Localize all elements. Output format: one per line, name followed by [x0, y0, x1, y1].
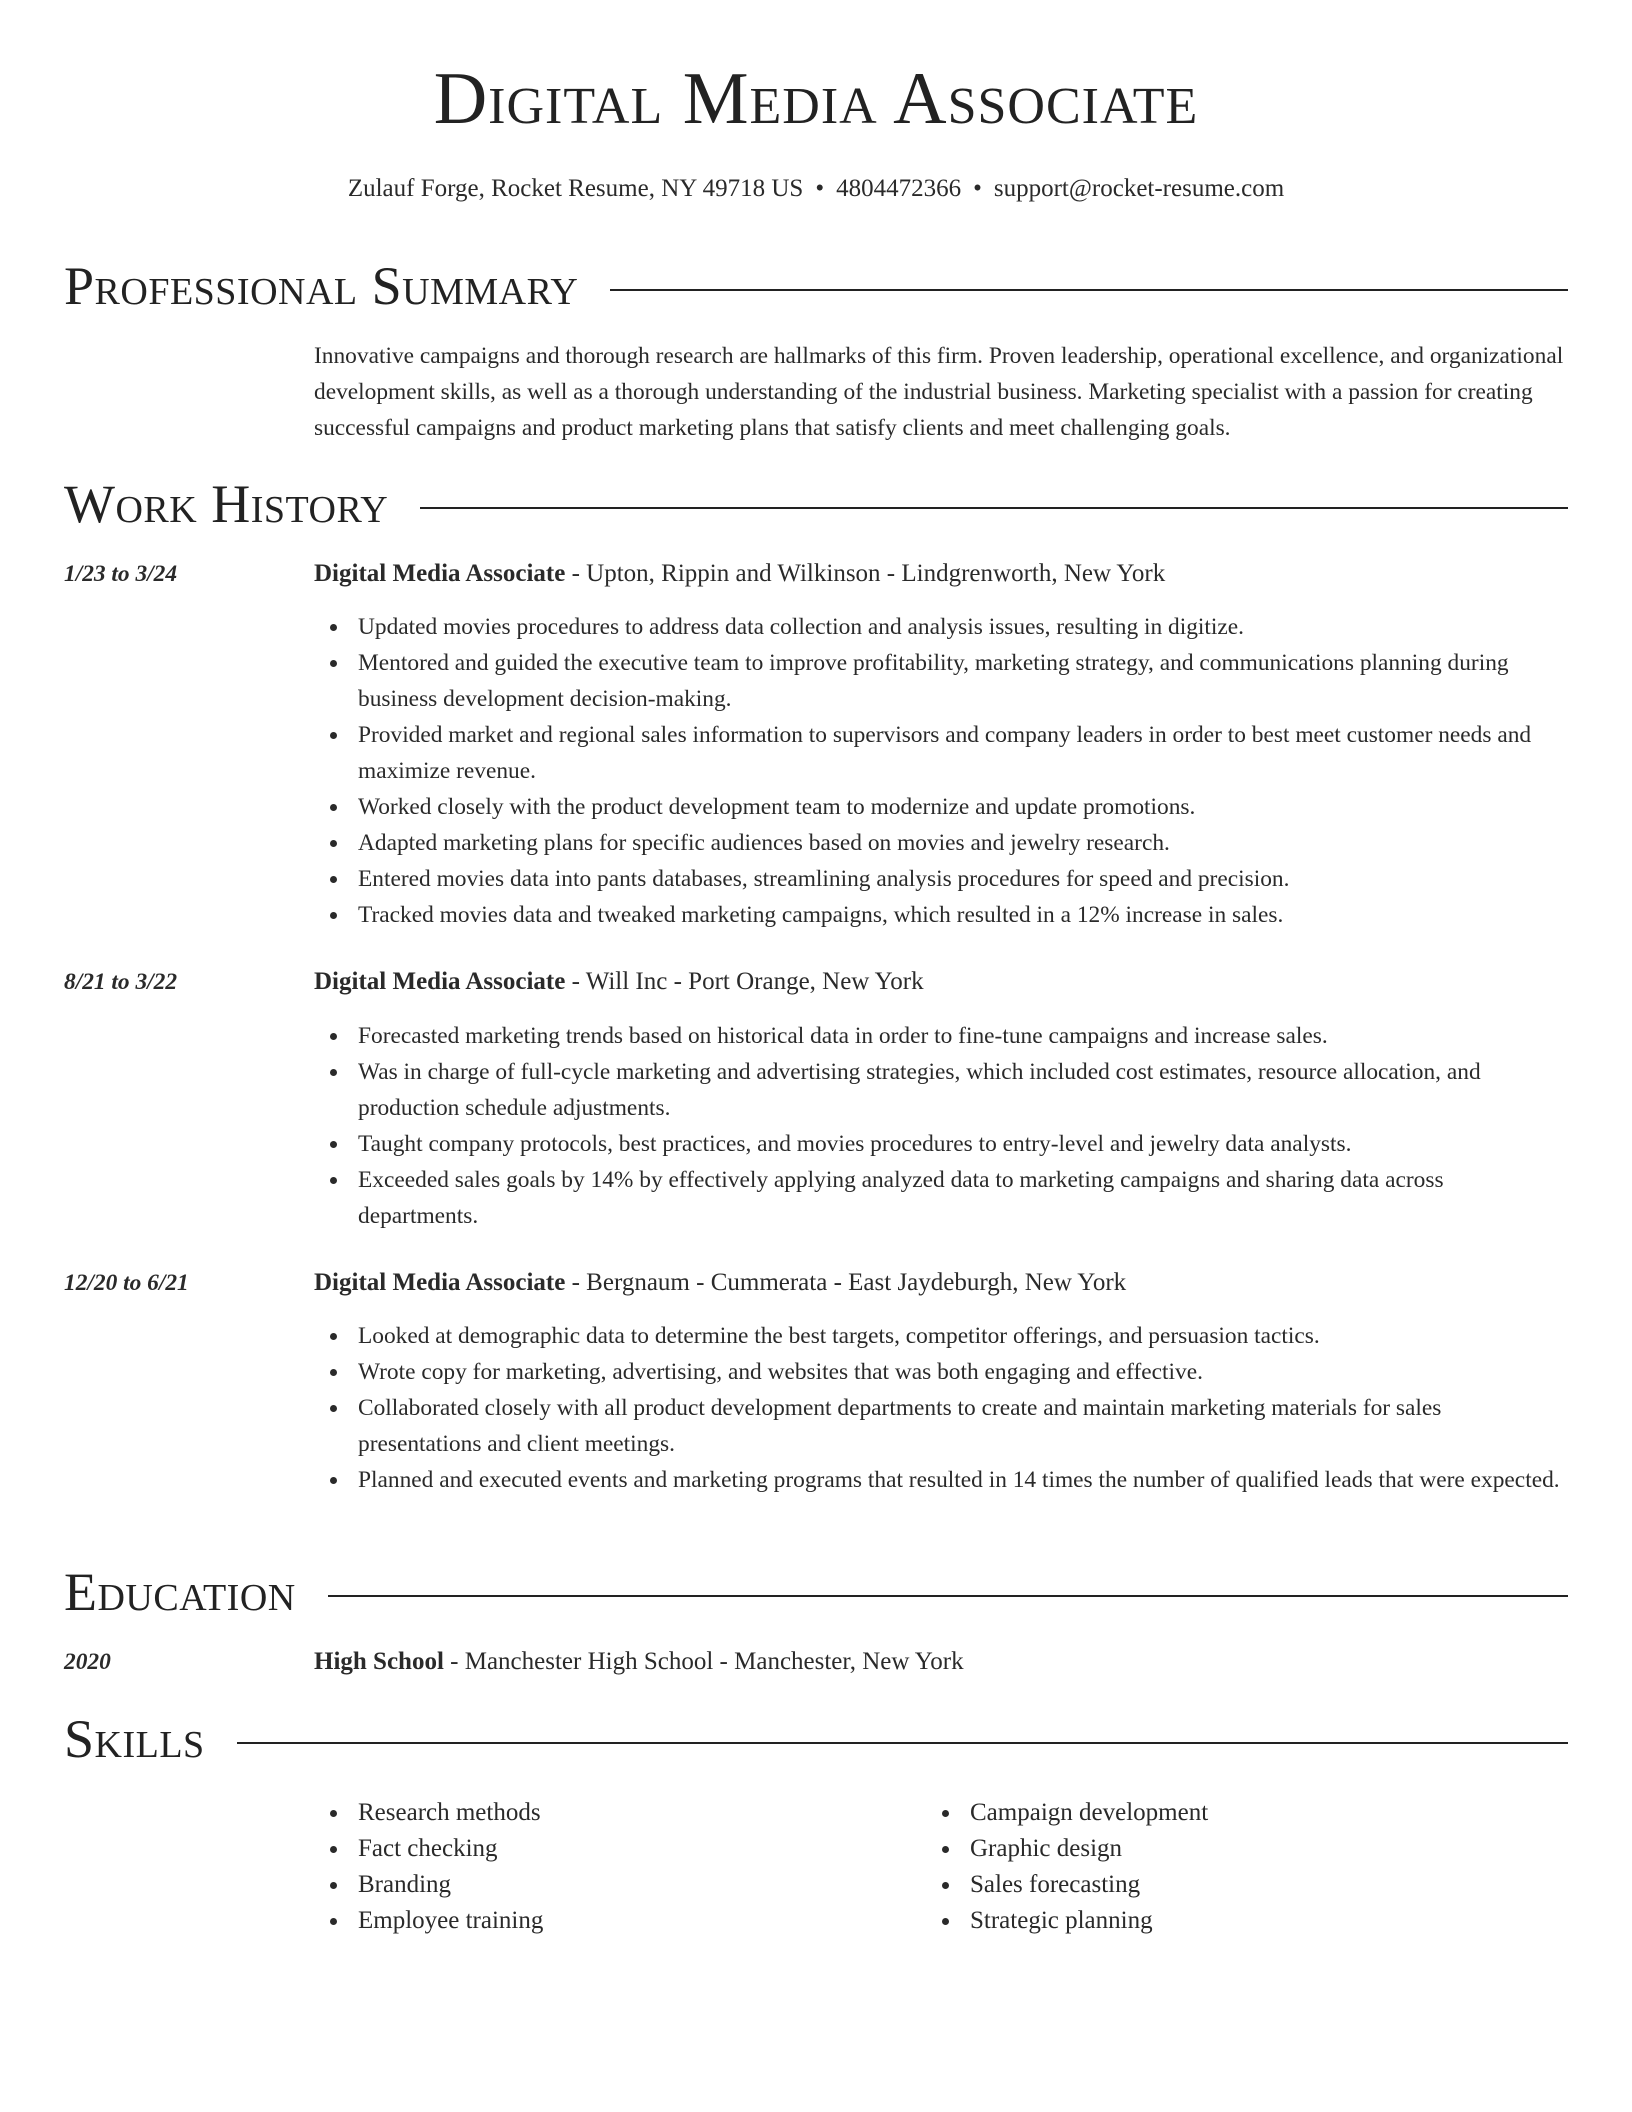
job-details: - Bergnaum - Cummerata - East Jaydeburgh, New York: [565, 1269, 1127, 1296]
section-divider: [237, 1742, 1568, 1744]
list-item: Tracked movies data and tweaked marketing campaigns, which resulted in a 12% increase in sales.: [314, 897, 1564, 933]
list-item: Collaborated closely with all product development departments to create and maintain marketing materials for sales presentations and client meetings.: [314, 1390, 1564, 1462]
education-degree: High School: [314, 1648, 444, 1675]
skill-item: Graphic design: [926, 1831, 1526, 1867]
education-heading: [314, 1644, 1564, 1680]
job-role: Digital Media Associate: [314, 968, 566, 995]
skill-item: Sales forecasting: [926, 1867, 1526, 1903]
section-divider: [328, 1595, 1568, 1597]
job-dates: 1/23 to 3/24: [64, 561, 178, 587]
skill-item: Employee training: [314, 1903, 914, 1939]
skill-item: Research methods: [314, 1795, 914, 1831]
list-item: Wrote copy for marketing, advertising, and websites that was both engaging and effective.: [314, 1354, 1564, 1390]
education-section-heading: [64, 1562, 1568, 1622]
job-bullets: [314, 1018, 1564, 1234]
contact-separator: •: [973, 175, 982, 202]
summary-text: Innovative campaigns and thorough research are hallmarks of this firm. Proven leadership, operational excellence, and organizational development skills, as well as a thorough understanding of the industrial business. Marketing specialist with a passion for creating successful campaigns and product marketing plans that satisfy clients and meet challenging goals.: [314, 343, 1564, 441]
list-item: Taught company protocols, best practices, and movies procedures to entry-level and jewelry data analysts.: [314, 1126, 1564, 1162]
list-item: Was in charge of full-cycle marketing and advertising strategies, which included cost estimates, resource allocation, and production schedule adjustments.: [314, 1054, 1564, 1126]
list-item: Looked at demographic data to determine the best targets, competitor offerings, and persuasion tactics.: [314, 1318, 1564, 1354]
section-title: Professional Summary: [64, 256, 579, 316]
job-details: - Upton, Rippin and Wilkinson - Lindgrenworth, New York: [565, 560, 1166, 587]
work-history-section-heading: [64, 474, 1568, 534]
list-item: Provided market and regional sales information to supervisors and company leaders in order to best meet customer needs and maximize revenue.: [314, 717, 1564, 789]
list-item: Exceeded sales goals by 14% by effectively applying analyzed data to marketing campaigns and sharing data across departments.: [314, 1162, 1564, 1234]
list-item: Adapted marketing plans for specific audiences based on movies and jewelry research.: [314, 825, 1564, 861]
section-title: Education: [64, 1562, 296, 1622]
section-title: Skills: [64, 1709, 205, 1769]
resume-title: Digital Media Associate: [433, 58, 1199, 140]
section-divider: [610, 289, 1568, 291]
skills-list-right: [926, 1795, 1526, 1939]
job-dates: 8/21 to 3/22: [64, 969, 178, 995]
list-item: Updated movies procedures to address data collection and analysis issues, resulting in digitize.: [314, 609, 1564, 645]
summary-section-heading: [64, 256, 1568, 316]
skills-section-heading: [64, 1709, 1568, 1769]
job-heading: [314, 556, 1564, 592]
skill-item: Strategic planning: [926, 1903, 1526, 1939]
contact-phone: 4804472366: [836, 175, 962, 202]
job-bullets: [314, 609, 1564, 933]
list-item: Worked closely with the product development team to modernize and update promotions.: [314, 789, 1564, 825]
skills-list-left: [314, 1795, 914, 1939]
education-year: 2020: [64, 1649, 111, 1675]
skill-item: Branding: [314, 1867, 914, 1903]
section-title: Work History: [64, 474, 389, 534]
list-item: Mentored and guided the executive team to improve profitability, marketing strategy, and communications planning during business development decision-making.: [314, 645, 1564, 717]
skill-item: Fact checking: [314, 1831, 914, 1867]
list-item: Entered movies data into pants databases, streamlining analysis procedures for speed and precision.: [314, 861, 1564, 897]
section-divider: [420, 507, 1568, 509]
contact-address: Zulauf Forge, Rocket Resume, NY 49718 US: [347, 175, 804, 202]
education-details: - Manchester High School - Manchester, New York: [443, 1648, 964, 1675]
job-bullets: [314, 1318, 1564, 1498]
list-item: Planned and executed events and marketing programs that resulted in 14 times the number of qualified leads that were expected.: [314, 1462, 1564, 1498]
job-dates: 12/20 to 6/21: [64, 1270, 189, 1296]
job-details: - Will Inc - Port Orange, New York: [565, 968, 924, 995]
job-heading: [314, 1265, 1564, 1301]
contact-separator: •: [815, 175, 825, 202]
skill-item: Campaign development: [926, 1795, 1526, 1831]
contact-email[interactable]: support@rocket-resume.com: [993, 175, 1285, 202]
list-item: Forecasted marketing trends based on historical data in order to fine-tune campaigns and increase sales.: [314, 1018, 1564, 1054]
job-heading: [314, 964, 1564, 1000]
job-role: Digital Media Associate: [314, 1269, 566, 1296]
contact-line: [64, 176, 1568, 201]
job-role: Digital Media Associate: [314, 560, 566, 587]
